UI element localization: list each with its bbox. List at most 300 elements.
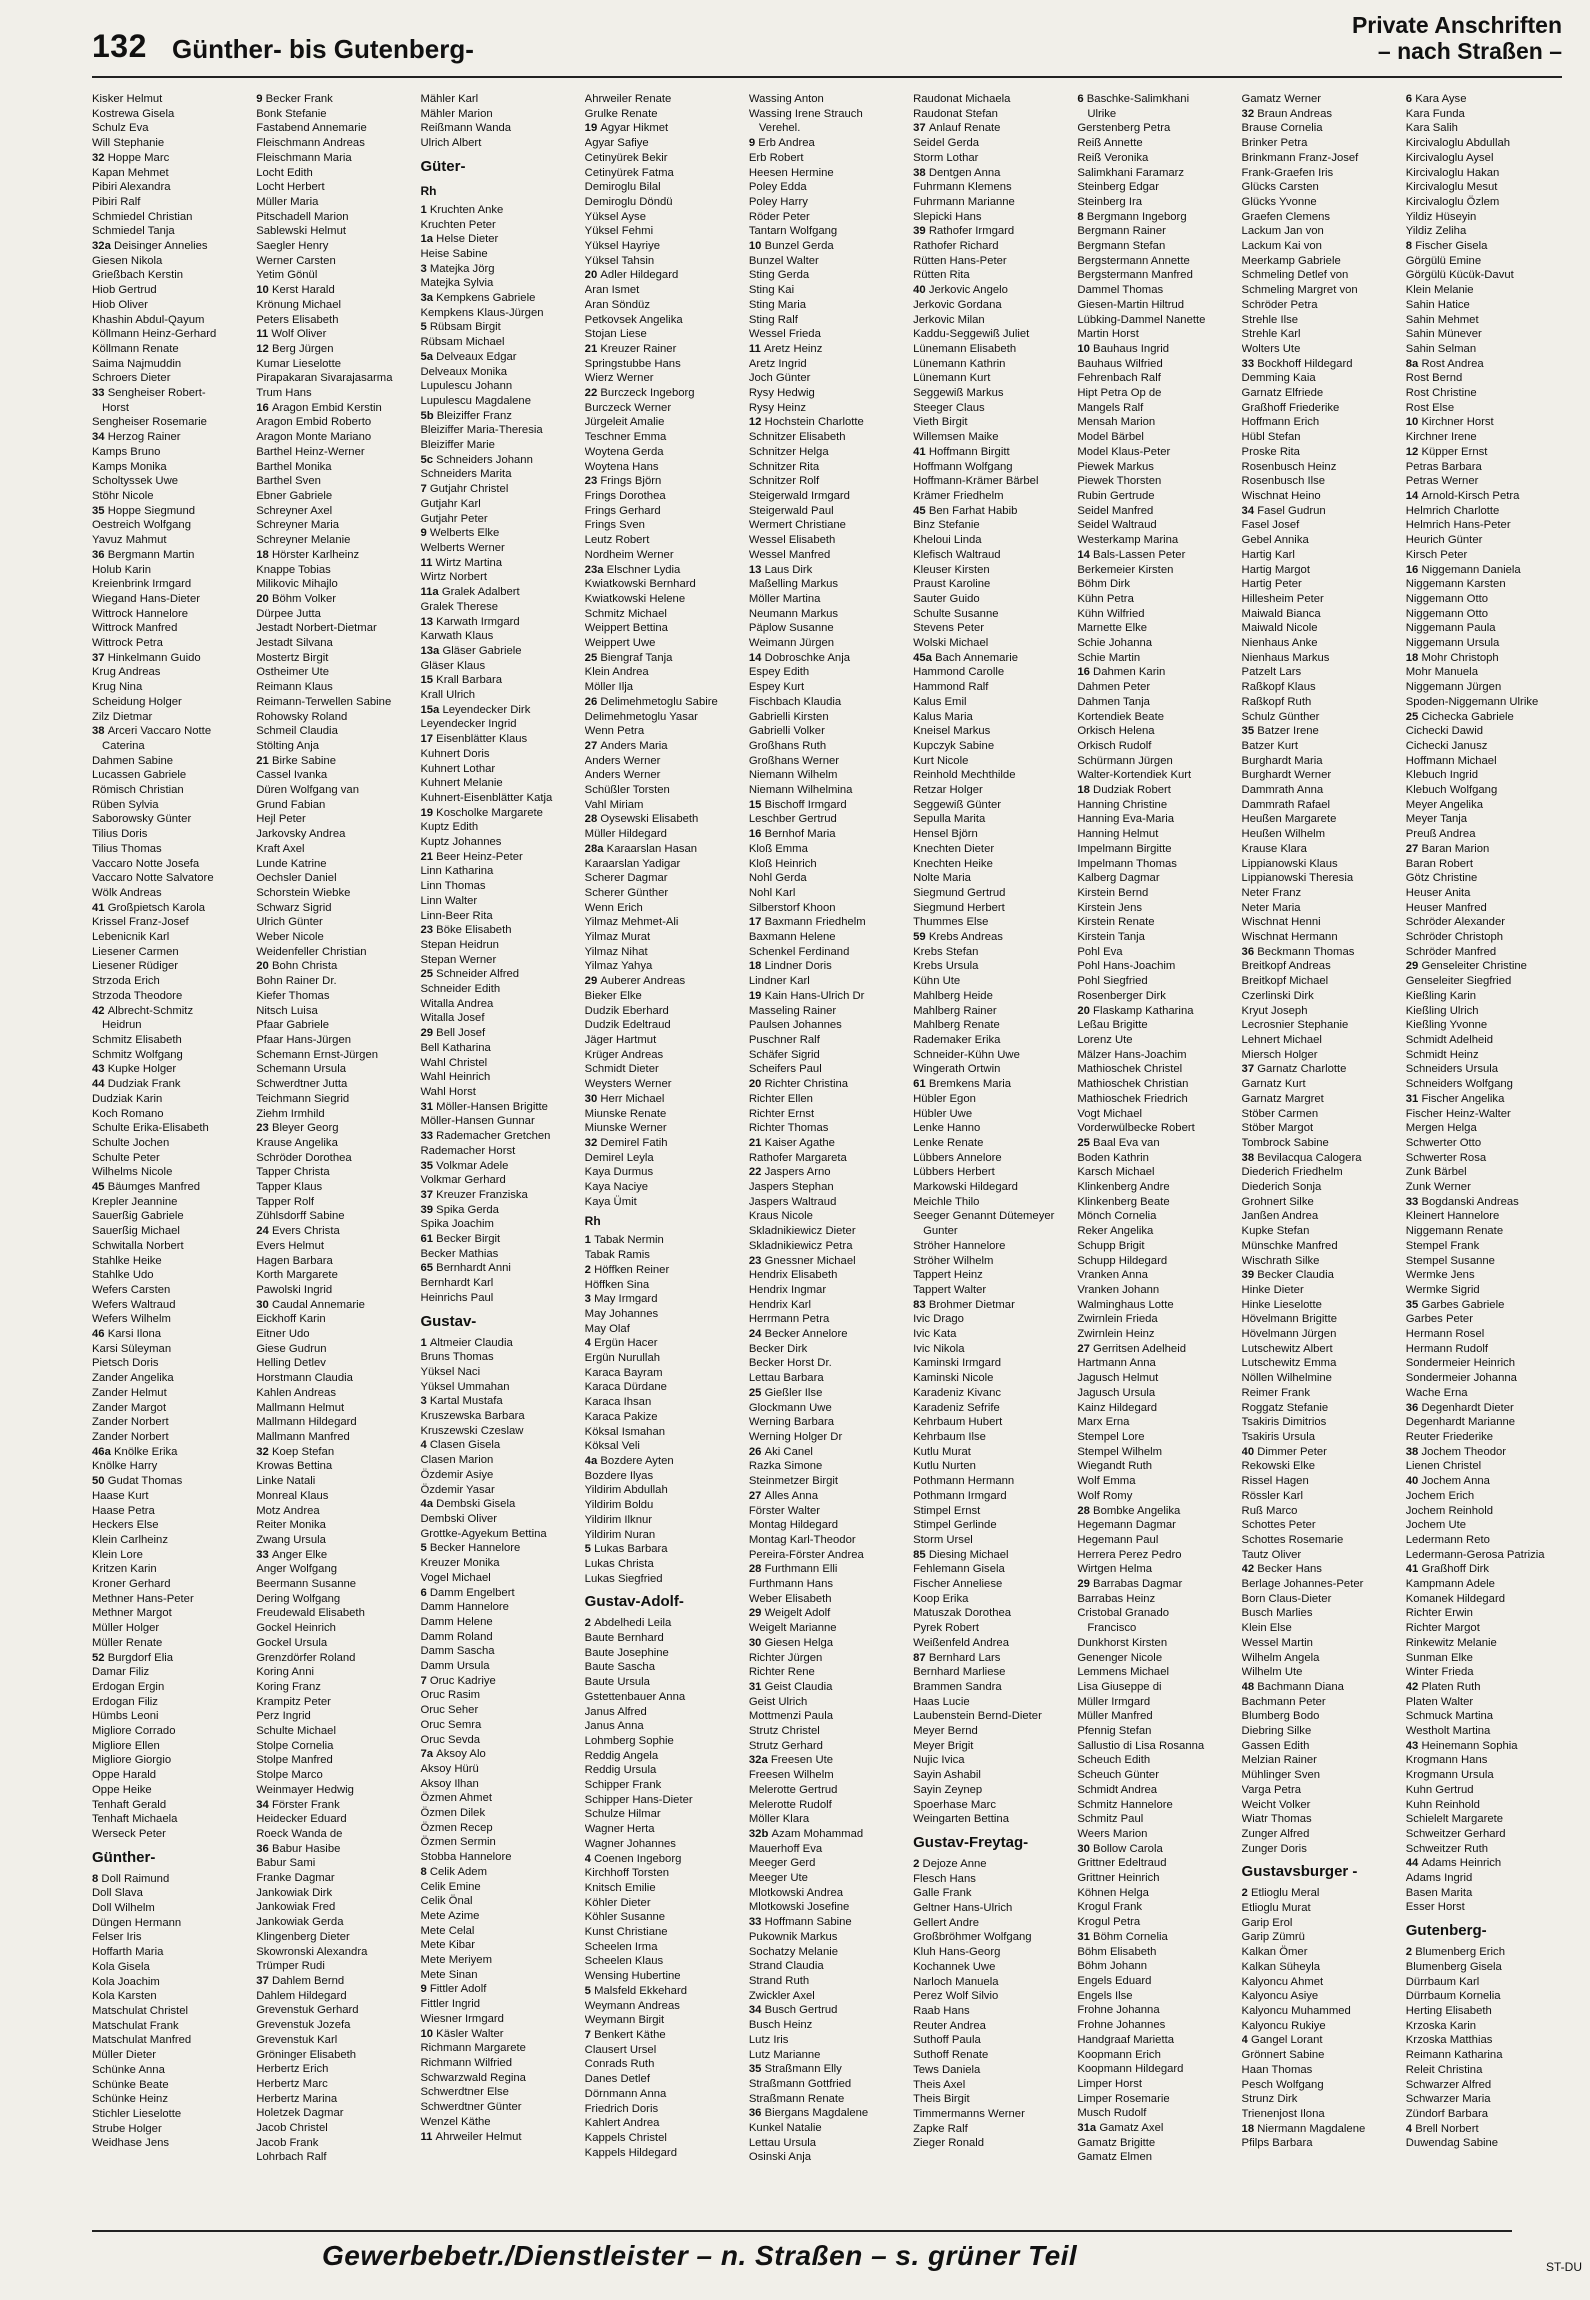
- directory-entry: Blumberg Bodo: [1241, 1710, 1320, 1723]
- directory-entry: Kruchten Peter: [420, 218, 496, 231]
- directory-entry: Tapper Rolf: [256, 1195, 314, 1208]
- directory-entry: Delimehmetoglu Yasar: [584, 710, 698, 723]
- directory-entry: Cichecki Dawid: [1405, 725, 1483, 738]
- directory-entry: Thummes Else: [913, 916, 989, 929]
- directory-entry: Schwerdtner Jutta: [256, 1078, 348, 1091]
- directory-entry: Yilmaz Nihat: [584, 945, 648, 958]
- directory-entry: Etlioglu Murat: [1241, 1902, 1311, 1915]
- directory-entry: 16 Aragon Embid Kerstin: [256, 401, 382, 414]
- directory-entry: Miunske Werner: [584, 1122, 667, 1135]
- directory-entry: 29 Barrabas Dagmar: [1077, 1578, 1183, 1591]
- directory-entry: Hensel Björn: [913, 828, 978, 841]
- directory-entry: Gabrielli Kirsten: [748, 710, 829, 723]
- directory-entry: Wiegandt Ruth: [1077, 1460, 1153, 1473]
- directory-column: [1242, 92, 1398, 2222]
- directory-entry: Mlotkowski Josefine: [748, 1901, 850, 1914]
- directory-entry: Lemmens Michael: [1077, 1666, 1169, 1679]
- directory-entry: Eickhoff Karin: [256, 1313, 326, 1326]
- directory-entry: Weimann Jürgen: [748, 637, 835, 650]
- directory-entry: Straßmann Renate: [748, 2092, 845, 2105]
- directory-entry: Niggemann Ursula: [1405, 637, 1500, 650]
- directory-entry: Kaya Durmus: [584, 1166, 654, 1179]
- directory-entry: Born Claus-Dieter: [1241, 1592, 1332, 1605]
- directory-entry: Pfennig Stefan: [1077, 1725, 1152, 1738]
- directory-entry: 8 Celik Adem: [420, 1865, 487, 1878]
- directory-entry: Tombrock Sabine: [1241, 1136, 1329, 1149]
- directory-entry: Rüben Sylvia: [92, 798, 159, 811]
- directory-entry: Kahlert Andrea: [584, 2117, 660, 2130]
- directory-entry: Schmeling Detlef von: [1241, 269, 1349, 282]
- directory-entry: Frank-Graefen Iris: [1241, 166, 1334, 179]
- directory-entry: Vaccaro Notte Salvatore: [92, 872, 214, 885]
- directory-entry: Espey Kurt: [748, 681, 805, 694]
- directory-entry: Martin Horst: [1077, 328, 1139, 341]
- directory-entry: Stempel Frank: [1405, 1239, 1480, 1252]
- directory-entry: 45a Bach Annemarie: [913, 651, 1019, 664]
- directory-entry: Kwiatkowski Bernhard: [584, 578, 696, 591]
- directory-entry: Mallmann Hildegard: [256, 1416, 357, 1429]
- directory-entry: Wischrath Silke: [1241, 1254, 1320, 1267]
- directory-entry: Schmitz Hannelore: [1077, 1798, 1173, 1811]
- directory-entry: Wirtz Norbert: [420, 571, 487, 584]
- directory-entry: Frings Dorothea: [584, 489, 666, 502]
- directory-entry: Grießbach Kerstin: [92, 269, 184, 282]
- directory-entry: Lübbers Annelore: [913, 1151, 1002, 1164]
- directory-entry: Heuser Anita: [1405, 886, 1471, 899]
- directory-entry: Stichler Lieselotte: [92, 2107, 182, 2120]
- directory-entry: Furthmann Hans: [748, 1578, 834, 1591]
- directory-entry: Raßkopf Ruth: [1241, 695, 1312, 708]
- directory-entry: Niemann Wilhelmina: [748, 784, 853, 797]
- directory-entry: Komanek Hildegard: [1405, 1592, 1505, 1605]
- directory-entry: Schwerdtner Else: [420, 2086, 509, 2099]
- directory-entry: Scheelen Irma: [584, 1940, 658, 1953]
- directory-entry: Czerlinski Dirk: [1241, 989, 1314, 1002]
- directory-entry: Weinmayer Hedwig: [256, 1783, 354, 1796]
- directory-entry: Frings Gerhard: [584, 504, 661, 517]
- directory-entry: Kahlen Andreas: [256, 1386, 336, 1399]
- directory-entry: Schneiders Wolfgang: [1405, 1078, 1513, 1091]
- directory-entry: 40 Dimmer Peter: [1241, 1445, 1327, 1458]
- directory-entry: Meyer Angelika: [1405, 798, 1484, 811]
- directory-entry: Hejl Peter: [256, 813, 306, 826]
- directory-entry: Grevenstuk Karl: [256, 2033, 338, 2046]
- directory-entry: Wessel Elisabeth: [748, 534, 836, 547]
- directory-entry: Kheloui Linda: [913, 534, 982, 547]
- directory-entry: Brinkmann Franz-Josef: [1241, 151, 1359, 164]
- directory-entry: Bruns Thomas: [420, 1351, 494, 1364]
- directory-entry: Platen Walter: [1405, 1695, 1474, 1708]
- directory-entry: Reiß Annette: [1077, 137, 1143, 150]
- directory-entry: Vahl Miriam: [584, 798, 644, 811]
- directory-entry: Schwerter Rosa: [1405, 1151, 1487, 1164]
- directory-entry: Tappert Walter: [913, 1283, 987, 1296]
- directory-entry: Köksal Ismahan: [584, 1425, 666, 1438]
- directory-entry: Wache Erna: [1405, 1386, 1468, 1399]
- directory-entry: May Johannes: [584, 1307, 659, 1320]
- directory-entry: Ulrike: [1087, 107, 1117, 120]
- directory-entry: 36 Bergmann Martin: [92, 548, 195, 561]
- directory-entry: Schottes Peter: [1241, 1519, 1316, 1532]
- directory-entry: Klein Else: [1241, 1622, 1292, 1635]
- directory-entry: Schwarzer Alfred: [1405, 2078, 1492, 2091]
- directory-entry: Limper Rosemarie: [1077, 2092, 1170, 2105]
- directory-entry: Erdogan Filiz: [92, 1695, 158, 1708]
- directory-entry: Engels Ilse: [1077, 1989, 1133, 2002]
- directory-entry: Cristobal Granado: [1077, 1607, 1170, 1620]
- directory-entry: Niggemann Otto: [1405, 607, 1489, 620]
- directory-entry: Espey Edith: [748, 666, 810, 679]
- directory-entry: Schulte Jochen: [92, 1136, 170, 1149]
- directory-entry: Pawolski Ingrid: [256, 1283, 333, 1296]
- directory-entry: Hendrix Ingmar: [748, 1283, 827, 1296]
- directory-entry: Marx Erna: [1077, 1416, 1130, 1429]
- directory-entry: 39 Rathofer Irmgard: [913, 225, 1015, 238]
- directory-entry: Schulte Erika-Elisabeth: [92, 1122, 209, 1135]
- directory-entry: Böhm Elisabeth: [1077, 1945, 1157, 1958]
- directory-entry: 10 Käsler Walter: [420, 2027, 504, 2040]
- directory-entry: Rathofer Margareta: [748, 1151, 847, 1164]
- directory-entry: Winter Frieda: [1405, 1666, 1474, 1679]
- directory-entry: Miunske Renate: [584, 1107, 667, 1120]
- directory-entry: Schünke Beate: [92, 2078, 169, 2091]
- directory-entry: Janus Anna: [584, 1720, 644, 1733]
- directory-entry: Kamps Monika: [92, 460, 167, 473]
- directory-entry: Basen Marita: [1405, 1886, 1473, 1899]
- directory-entry: Oruc Sevda: [420, 1733, 481, 1746]
- directory-entry: Hoffmann Michael: [1405, 754, 1497, 767]
- directory-entry: 43 Kupke Holger: [92, 1063, 177, 1076]
- directory-entry: Aran Söndüz: [584, 298, 650, 311]
- directory-entry: Binz Stefanie: [913, 519, 980, 532]
- directory-entry: Dunkhorst Kirsten: [1077, 1636, 1168, 1649]
- directory-entry: 30 Bollow Carola: [1077, 1842, 1163, 1855]
- directory-entry: Model Bärbel: [1077, 431, 1144, 444]
- directory-entry: 30 Giesen Helga: [748, 1636, 834, 1649]
- directory-entry: Seidel Gerda: [913, 137, 980, 150]
- directory-entry: Skladnikiewicz Petra: [748, 1239, 853, 1252]
- directory-entry: 35 Garbes Gabriele: [1405, 1298, 1505, 1311]
- directory-entry: Heuser Manfred: [1405, 901, 1487, 914]
- directory-entry: Zunger Doris: [1241, 1842, 1307, 1855]
- directory-entry: Sondermeier Johanna: [1405, 1372, 1517, 1385]
- directory-entry: Wessel Manfred: [748, 548, 831, 561]
- directory-entry: Barthel Sven: [256, 475, 321, 488]
- directory-entry: Damm Roland: [420, 1630, 493, 1643]
- directory-entry: Leyendecker Ingrid: [420, 718, 517, 731]
- directory-entry: Woytena Hans: [584, 460, 659, 473]
- directory-entry: Gutjahr Karl: [420, 497, 481, 510]
- directory-entry: Seidel Waltraud: [1077, 519, 1157, 532]
- directory-entry: Mallmann Helmut: [256, 1401, 345, 1414]
- page-number: 132: [92, 28, 147, 64]
- directory-entry: Kühn Wilfried: [1077, 607, 1145, 620]
- directory-entry: Stempel Lore: [1077, 1430, 1145, 1443]
- directory-entry: 11 Aretz Heinz: [748, 342, 823, 355]
- directory-entry: Schwerter Otto: [1405, 1136, 1482, 1149]
- directory-entry: Kirstein Tanja: [1077, 931, 1145, 944]
- directory-entry: Geltner Hans-Ulrich: [913, 1902, 1013, 1915]
- directory-entry: Bernhardt Karl: [420, 1277, 494, 1290]
- directory-entry: Lackum Jan von: [1241, 225, 1324, 238]
- directory-entry: Matuszak Dorothea: [913, 1607, 1012, 1620]
- directory-entry: Hanning Christine: [1077, 798, 1168, 811]
- directory-entry: Bell Katharina: [420, 1041, 491, 1054]
- directory-entry: Kalkan Süheyla: [1241, 1960, 1321, 1973]
- directory-entry: Pfaar Hans-Jürgen: [256, 1034, 352, 1046]
- directory-entry: Stobba Hannelore: [420, 1851, 512, 1864]
- directory-entry: Markowski Hildegard: [913, 1181, 1018, 1194]
- directory-entry: Dürrbaum Kornelia: [1405, 1990, 1501, 2003]
- directory-column: [913, 92, 1069, 2222]
- directory-entry: Nöllen Wilhelmine: [1241, 1372, 1332, 1385]
- directory-entry: Lupulescu Johann: [420, 380, 513, 393]
- directory-entry: Meeger Ute: [748, 1872, 808, 1885]
- directory-entry: Walminghaus Lotte: [1077, 1298, 1174, 1311]
- directory-entry: Scheidung Holger: [92, 695, 182, 708]
- directory-entry: 11 Ahrweiler Helmut: [420, 2130, 522, 2143]
- directory-entry: Kruszewski Czeslaw: [420, 1424, 524, 1437]
- directory-entry: Kleuser Kirsten: [913, 563, 990, 576]
- directory-entry: Lukas Christa: [584, 1557, 654, 1570]
- directory-entry: Scheifers Paul: [748, 1063, 822, 1076]
- directory-entry: Wischnat Henni: [1241, 916, 1321, 929]
- directory-entry: Hoffmann Wolfgang: [913, 460, 1013, 473]
- directory-entry: Brinker Petra: [1241, 137, 1308, 150]
- directory-entry: Vorderwülbecke Robert: [1077, 1122, 1195, 1135]
- directory-entry: Flesch Hans: [913, 1872, 976, 1885]
- directory-entry: Hipt Petra Op de: [1077, 387, 1162, 400]
- directory-entry: Zündorf Barbara: [1405, 2107, 1489, 2120]
- directory-entry: Strunz Dirk: [1241, 2093, 1298, 2106]
- directory-entry: 4 Ergün Hacer: [584, 1337, 658, 1350]
- directory-entry: Grulke Renate: [584, 107, 658, 120]
- directory-entry: Yüksel Tahsin: [584, 254, 655, 267]
- directory-entry: 34 Busch Gertrud: [748, 2004, 838, 2017]
- directory-entry: Hillesheim Peter: [1241, 592, 1324, 605]
- directory-entry: Celik Emine: [420, 1880, 481, 1893]
- directory-entry: Leutz Robert: [584, 534, 650, 547]
- directory-entry: Hümbs Leoni: [92, 1710, 159, 1723]
- directory-entry: Vaccaro Notte Josefa: [92, 857, 200, 870]
- directory-entry: Adams Ingrid: [1405, 1872, 1473, 1885]
- directory-entry: Barthel Monika: [256, 460, 332, 473]
- directory-entry: Raab Hans: [913, 2005, 970, 2017]
- directory-entry: Bohn Rainer Dr.: [256, 975, 337, 988]
- directory-entry: Methner Hans-Peter: [92, 1592, 194, 1605]
- directory-entry: Klein Melanie: [1405, 284, 1474, 297]
- directory-entry: Pohl Eva: [1077, 945, 1123, 958]
- directory-entry: Theis Axel: [913, 2078, 966, 2091]
- directory-entry: Kircivaloglu Hakan: [1405, 166, 1500, 179]
- directory-entry: Kloß Heinrich: [748, 857, 817, 870]
- directory-entry: Stölting Anja: [256, 739, 320, 752]
- directory-entry: Locht Herbert: [256, 181, 325, 194]
- directory-entry: Wolski Michael: [913, 637, 989, 650]
- directory-entry: Karaca Bayram: [584, 1366, 663, 1379]
- directory-entry: Celik Önal: [420, 1895, 473, 1908]
- directory-entry: Karsi Süleyman: [92, 1342, 172, 1355]
- directory-entry: Wenn Erich: [584, 901, 643, 914]
- directory-entry: Yüksel Ayse: [584, 210, 646, 223]
- directory-entry: Lutschewitz Emma: [1241, 1357, 1337, 1370]
- directory-entry: Laubenstein Bernd-Dieter: [913, 1710, 1042, 1723]
- directory-entry: Schemann Ernst-Jürgen: [256, 1048, 379, 1061]
- directory-entry: Koring Franz: [256, 1680, 321, 1693]
- directory-entry: Preuß Andrea: [1405, 828, 1476, 841]
- directory-entry: Richter Margot: [1405, 1622, 1480, 1635]
- directory-entry: Mergen Helga: [1405, 1122, 1477, 1135]
- directory-entry: 3 Kartal Mustafa: [420, 1395, 503, 1408]
- directory-entry: Perz Ingrid: [256, 1710, 311, 1723]
- directory-entry: Damar Filiz: [92, 1666, 150, 1679]
- directory-entry: 15 Bischoff Irmgard: [748, 798, 847, 811]
- directory-entry: Friedrich Doris: [584, 2102, 659, 2115]
- directory-entry: Melerotte Gertrud: [748, 1783, 838, 1796]
- directory-entry: Heidecker Eduard: [256, 1813, 347, 1826]
- directory-entry: Pyrek Robert: [913, 1622, 980, 1635]
- directory-entry: Schmitz Michael: [584, 607, 667, 620]
- directory-entry: Freesen Wilhelm: [748, 1769, 834, 1782]
- directory-entry: Frohne Johannes: [1077, 2019, 1166, 2032]
- directory-entry: Busch Heinz: [748, 2019, 813, 2032]
- directory-entry: Tantarn Wolfgang: [748, 225, 838, 238]
- directory-columns: [92, 92, 1562, 2222]
- directory-entry: 33 Bockhoff Hildegard: [1241, 357, 1353, 370]
- directory-entry: Pothmann Irmgard: [913, 1489, 1007, 1502]
- directory-entry: Wefers Wilhelm: [92, 1313, 171, 1326]
- directory-entry: Richter Ellen: [748, 1092, 813, 1105]
- directory-entry: Richter Thomas: [748, 1122, 829, 1135]
- directory-entry: Garip Erol: [1241, 1916, 1293, 1929]
- directory-entry: 31 Böhm Cornelia: [1077, 1930, 1168, 1943]
- directory-entry: Damm Ursula: [420, 1660, 490, 1673]
- directory-entry: Möller-Hansen Gunnar: [420, 1115, 535, 1128]
- directory-entry: Stojan Liese: [584, 328, 647, 341]
- directory-entry: 23 Böke Elisabeth: [420, 924, 512, 937]
- directory-entry: 4 Clasen Gisela: [420, 1439, 501, 1452]
- directory-entry: Siegmund Herbert: [913, 901, 1005, 914]
- directory-entry: Grittner Heinrich: [1077, 1872, 1160, 1885]
- directory-entry: Matschulat Manfred: [92, 2034, 192, 2047]
- directory-entry: Wefers Carsten: [92, 1283, 171, 1296]
- directory-entry: Schröder Dorothea: [256, 1151, 352, 1164]
- directory-entry: Lettau Barbara: [748, 1372, 824, 1385]
- directory-entry: Kola Joachim: [92, 1975, 160, 1988]
- directory-entry: 33 Sengheiser Robert-: [92, 387, 206, 400]
- directory-entry: Melzian Rainer: [1241, 1754, 1317, 1767]
- directory-entry: Perez Wolf Silvio: [913, 1990, 999, 2003]
- directory-entry: 65 Bernhardt Anni: [420, 1262, 511, 1275]
- directory-entry: Grenzdörfer Roland: [256, 1651, 356, 1664]
- directory-entry: 5a Delveaux Edgar: [420, 350, 517, 363]
- directory-entry: Sting Maria: [748, 298, 807, 311]
- directory-entry: Engels Eduard: [1077, 1975, 1152, 1987]
- directory-entry: Strzoda Erich: [92, 975, 160, 988]
- directory-entry: Aretz Ingrid: [748, 357, 807, 370]
- directory-entry: Kritzen Karin: [92, 1563, 157, 1576]
- directory-entry: Bozdere Ilyas: [584, 1469, 654, 1482]
- directory-entry: Strzoda Theodore: [92, 989, 183, 1002]
- directory-entry: Mete Sinan: [420, 1968, 478, 1981]
- directory-entry: Jäger Hartmut: [584, 1034, 657, 1046]
- directory-entry: 18 Niermann Magdalene: [1241, 2122, 1366, 2135]
- directory-entry: Oruc Seher: [420, 1704, 479, 1717]
- directory-entry: Oruc Semra: [420, 1718, 482, 1731]
- directory-entry: Delveaux Monika: [420, 365, 508, 378]
- directory-entry: Zühlsdorff Sabine: [256, 1210, 345, 1223]
- directory-entry: Özdemir Yasar: [420, 1483, 495, 1496]
- directory-entry: 16 Dahmen Karin: [1077, 666, 1166, 679]
- directory-entry: Zilz Dietmar: [92, 710, 153, 723]
- directory-entry: 33 Rademacher Gretchen: [420, 1130, 551, 1143]
- directory-entry: Jankowiak Fred: [256, 1901, 336, 1914]
- directory-entry: Schmeil Claudia: [256, 725, 338, 738]
- directory-entry: Scheuch Edith: [1077, 1754, 1151, 1767]
- directory-entry: 11a Gralek Adalbert: [420, 586, 520, 599]
- directory-entry: 52 Burgdorf Elia: [92, 1651, 174, 1664]
- directory-entry: 20 Böhm Volker: [256, 592, 336, 605]
- directory-entry: Kluh Hans-Georg: [913, 1946, 1001, 1959]
- directory-entry: Gabrielli Volker: [748, 725, 825, 738]
- directory-entry: Schäfer Sigrid: [748, 1048, 820, 1061]
- directory-entry: Bergstermann Manfred: [1077, 269, 1193, 282]
- directory-entry: Jestadt Silvana: [256, 637, 333, 650]
- directory-entry: Franke Dagmar: [256, 1872, 335, 1885]
- directory-entry: Yilmaz Mehmet-Ali: [584, 916, 679, 929]
- directory-entry: Esser Horst: [1405, 1901, 1465, 1914]
- directory-entry: Helling Detlev: [256, 1357, 326, 1370]
- directory-entry: Linke Natali: [256, 1475, 316, 1488]
- directory-entry: Saegler Henry: [256, 240, 329, 253]
- directory-entry: Lohrbach Ralf: [256, 2151, 327, 2164]
- directory-entry: Tapper Christa: [256, 1166, 330, 1179]
- directory-entry: Klinkenberg Andre: [1077, 1181, 1170, 1194]
- directory-entry: 42 Albrecht-Schmitz: [92, 1004, 194, 1017]
- directory-entry: Schmiedel Christian: [92, 210, 193, 223]
- directory-entry: Reiter Monika: [256, 1519, 326, 1532]
- directory-entry: Helmrich Charlotte: [1405, 504, 1500, 517]
- directory-entry: Päplow Susanne: [748, 622, 834, 635]
- directory-entry: 32 Koep Stefan: [256, 1445, 335, 1458]
- directory-entry: 23 Gnessner Michael: [748, 1254, 856, 1267]
- directory-entry: Stimpel Gerlinde: [913, 1519, 997, 1532]
- directory-entry: Seeger Genannt Dütemeyer: [913, 1210, 1055, 1223]
- directory-entry: Wefers Waltraud: [92, 1298, 176, 1311]
- directory-entry: Nujic Ivica: [913, 1754, 965, 1767]
- directory-entry: 43 Heinemann Sophia: [1405, 1739, 1518, 1752]
- directory-entry: Tsakiris Dimitrios: [1241, 1416, 1327, 1429]
- directory-entry: Schulz Günther: [1241, 710, 1320, 723]
- directory-entry: Wessel Martin: [1241, 1636, 1313, 1649]
- directory-entry: Stepan Heidrun: [420, 938, 499, 951]
- directory-entry: Locht Edith: [256, 166, 313, 179]
- directory-entry: Koopmann Erich: [1077, 2048, 1161, 2061]
- directory-entry: 12 Hochstein Charlotte: [748, 416, 864, 429]
- directory-entry: Schwitalla Norbert: [92, 1239, 184, 1252]
- directory-entry: Neumann Markus: [748, 607, 839, 620]
- directory-entry: Wiegand Hans-Dieter: [92, 592, 200, 605]
- directory-entry: Gockel Ursula: [256, 1636, 328, 1649]
- directory-entry: Graefen Clemens: [1241, 210, 1331, 223]
- directory-entry: Baute Josephine: [584, 1646, 669, 1659]
- directory-entry: Werning Barbara: [748, 1416, 835, 1429]
- directory-column: [1406, 92, 1562, 2222]
- directory-entry: Möller Ilja: [584, 681, 633, 694]
- directory-entry: Hinke Dieter: [1241, 1283, 1304, 1296]
- directory-entry: Scheelen Klaus: [584, 1955, 664, 1968]
- directory-entry: Vogel Michael: [420, 1571, 491, 1584]
